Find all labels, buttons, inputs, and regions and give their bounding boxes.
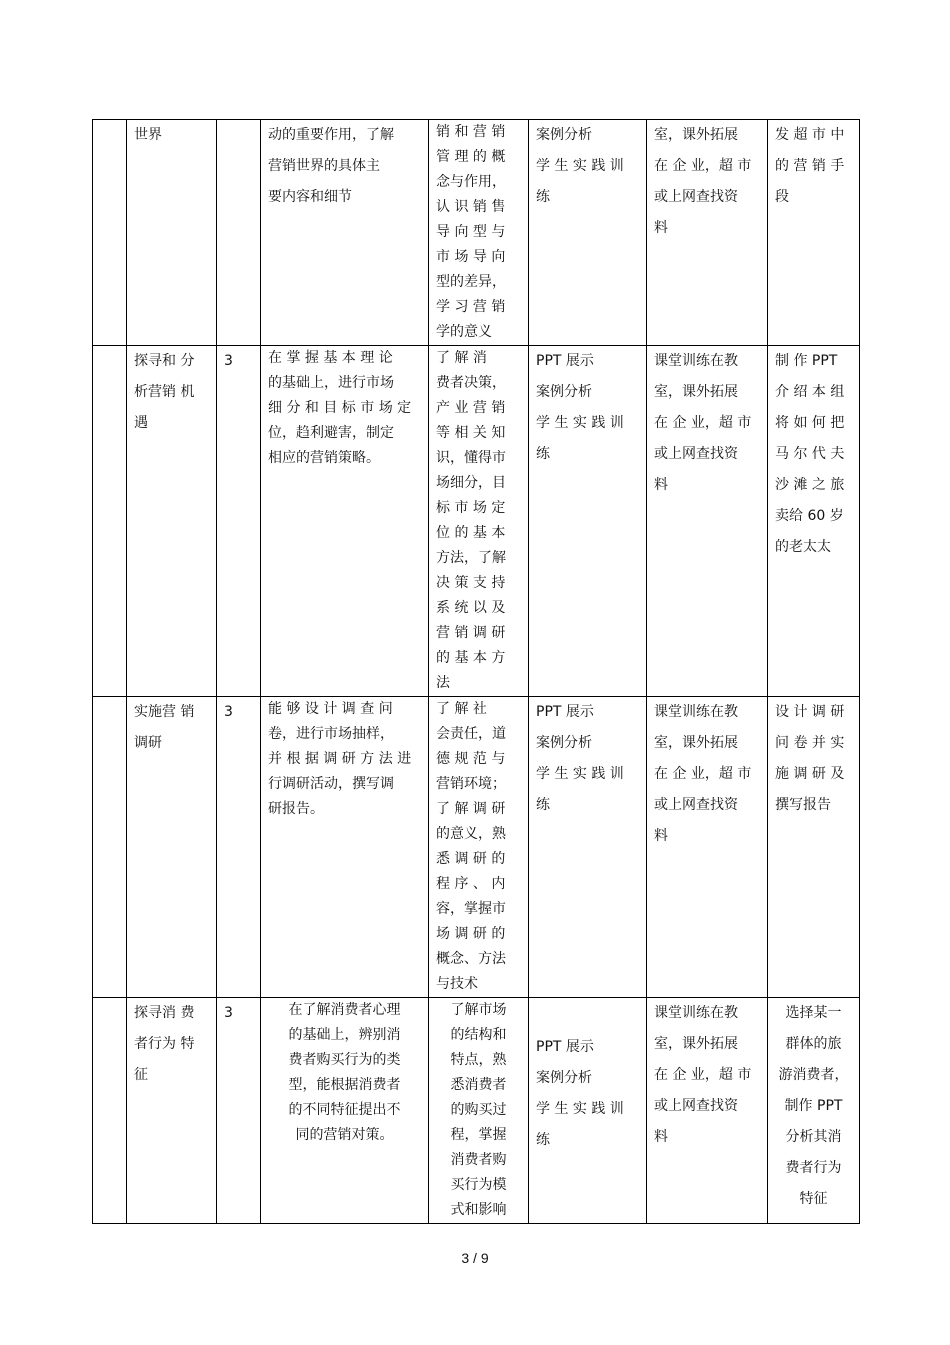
knowledge-line: 程 序 、 内 — [436, 876, 506, 892]
index-cell — [93, 120, 127, 346]
venue-line: 或上网查找资 — [654, 797, 738, 813]
topic-line: 实施营 销 — [134, 704, 195, 720]
topic-line: 析营销 机 — [134, 384, 195, 400]
knowledge-line: 识，懂得市 — [436, 450, 506, 466]
knowledge-line: 管 理 的 概 — [436, 149, 506, 165]
task-line: 设 计 调 研 — [775, 704, 845, 720]
venue-line: 料 — [654, 477, 668, 493]
task-line: 的老太太 — [775, 539, 831, 555]
knowledge-line: 决 策 支 持 — [436, 575, 506, 591]
topic-cell — [127, 998, 217, 1224]
venue-line: 或上网查找资 — [654, 446, 738, 462]
goal-cell — [261, 120, 429, 346]
task-line: 群体的旅 — [785, 1036, 842, 1052]
task-cell — [768, 346, 860, 697]
goal-line: 能 够 设 计 调 查 问 — [268, 701, 393, 717]
venue-line: 在 企 业，超 市 — [654, 1067, 752, 1083]
knowledge-line: 销 和 营 销 — [436, 124, 506, 140]
task-cell — [768, 120, 860, 346]
task-line: 卖给 60 岁 — [775, 508, 844, 524]
venue-line: 课堂训练在教 — [654, 1005, 738, 1021]
knowledge-line: 的购买过 — [450, 1102, 507, 1118]
venue-line: 室，课外拓展 — [654, 1036, 738, 1052]
hours-cell — [217, 697, 261, 998]
task-cell — [768, 697, 860, 998]
goal-line: 的不同特征提出不 — [288, 1102, 401, 1118]
method-line: 案例分析 — [536, 735, 592, 751]
topic-line: 征 — [134, 1067, 148, 1083]
knowledge-line: 费者决策， — [436, 375, 506, 391]
task-line: 问 卷 并 实 — [775, 735, 845, 751]
knowledge-line: 产 业 营 销 — [436, 400, 506, 416]
knowledge-cell — [429, 346, 529, 697]
goal-cell — [261, 998, 429, 1224]
knowledge-line: 买行为模 — [450, 1177, 507, 1193]
venue-cell — [647, 697, 768, 998]
method-line: 练 — [536, 1132, 550, 1148]
index-cell — [93, 697, 127, 998]
syllabus-table — [92, 119, 860, 1224]
goal-line: 的基础上，辨别消 — [288, 1027, 401, 1043]
knowledge-line: 会责任，道 — [436, 726, 506, 742]
goal-line: 在了解消费者心理 — [288, 1002, 401, 1018]
knowledge-line: 导 向 型 与 — [436, 224, 506, 240]
method-line: 学 生 实 践 训 — [536, 766, 624, 782]
hours-value: 3 — [224, 704, 233, 720]
goal-line: 费者购买行为的类 — [288, 1052, 401, 1068]
method-line: 案例分析 — [536, 384, 592, 400]
goal-line: 位，趋利避害，制定 — [268, 425, 394, 441]
topic-line: 遇 — [134, 415, 148, 431]
task-cell — [768, 998, 860, 1224]
task-line: 施 调 研 及 — [775, 766, 845, 782]
task-line: 制 作 PPT — [775, 353, 838, 369]
task-line: 将 如 何 把 — [775, 415, 845, 431]
knowledge-cell — [429, 697, 529, 998]
knowledge-line: 念与作用， — [436, 174, 506, 190]
task-line: 费者行为 — [785, 1160, 842, 1176]
venue-cell — [647, 120, 768, 346]
goal-line: 卷，进行市场抽样， — [268, 726, 394, 742]
knowledge-line: 认 识 销 售 — [436, 199, 506, 215]
knowledge-line: 消费者购 — [450, 1152, 507, 1168]
method-line: 学 生 实 践 训 — [536, 1101, 624, 1117]
knowledge-line: 容，掌握市 — [436, 901, 506, 917]
method-cell — [529, 346, 647, 697]
topic-line: 者行为 特 — [134, 1036, 195, 1052]
knowledge-line: 等 相 关 知 — [436, 425, 506, 441]
method-line: PPT 展示 — [536, 353, 594, 369]
task-line: 特征 — [799, 1191, 828, 1207]
goal-line: 在 掌 握 基 本 理 论 — [268, 350, 393, 366]
knowledge-line: 学的意义 — [436, 324, 492, 340]
table-row — [93, 346, 860, 697]
knowledge-line: 了解市场 — [450, 1002, 507, 1018]
task-line: 游消费者， — [778, 1067, 849, 1083]
goal-line: 研报告。 — [268, 801, 324, 817]
knowledge-line: 法 — [436, 675, 450, 691]
method-line: 学 生 实 践 训 — [536, 415, 624, 431]
index-cell — [93, 346, 127, 697]
knowledge-line: 市 场 导 向 — [436, 249, 506, 265]
method-line: 练 — [536, 446, 550, 462]
knowledge-line: 系 统 以 及 — [436, 600, 506, 616]
venue-line: 室，课外拓展 — [654, 127, 738, 143]
venue-cell — [647, 346, 768, 697]
task-line: 分析其消 — [785, 1129, 842, 1145]
hours-value: 3 — [224, 1005, 233, 1021]
task-line: 马 尔 代 夫 — [775, 446, 845, 462]
venue-line: 或上网查找资 — [654, 189, 738, 205]
knowledge-line: 标 市 场 定 — [436, 500, 506, 516]
topic-line: 调研 — [134, 735, 162, 751]
topic-cell — [127, 346, 217, 697]
method-cell — [529, 120, 647, 346]
topic-line: 探寻消 费 — [134, 1005, 195, 1021]
goal-line: 行调研活动，撰写调 — [268, 776, 394, 792]
table-row — [93, 697, 860, 998]
knowledge-line: 悉消费者 — [450, 1077, 507, 1093]
venue-line: 料 — [654, 220, 668, 236]
task-line: 段 — [775, 189, 789, 205]
knowledge-line: 场 调 研 的 — [436, 926, 506, 942]
goal-line: 细 分 和 目 标 市 场 定 — [268, 400, 412, 416]
venue-line: 室，课外拓展 — [654, 735, 738, 751]
knowledge-line: 学 习 营 销 — [436, 299, 506, 315]
goal-line: 型，能根据消费者 — [288, 1077, 401, 1093]
knowledge-line: 营销环境； — [436, 776, 506, 792]
task-line: 的 营 销 手 — [775, 158, 845, 174]
venue-line: 在 企 业，超 市 — [654, 766, 752, 782]
task-line: 制作 PPT — [784, 1098, 843, 1114]
goal-cell — [261, 697, 429, 998]
knowledge-line: 的 基 本 方 — [436, 650, 506, 666]
goal-line: 要内容和细节 — [268, 189, 352, 205]
knowledge-line: 程，掌握 — [450, 1127, 507, 1143]
task-line: 介 绍 本 组 — [775, 384, 845, 400]
goal-line: 的基础上，进行市场 — [268, 375, 394, 391]
knowledge-line: 场细分，目 — [436, 475, 506, 491]
knowledge-cell — [429, 120, 529, 346]
goal-line: 营销世界的具体主 — [268, 158, 380, 174]
knowledge-line: 的结构和 — [450, 1027, 507, 1043]
venue-line: 或上网查找资 — [654, 1098, 738, 1114]
task-line: 发 超 市 中 — [775, 127, 845, 143]
topic-cell — [127, 697, 217, 998]
method-cell — [529, 998, 647, 1224]
knowledge-line: 了 解 社 — [436, 701, 487, 717]
knowledge-line: 位 的 基 本 — [436, 525, 506, 541]
goal-line: 相应的营销策略。 — [268, 450, 380, 466]
knowledge-line: 方法，了解 — [436, 550, 506, 566]
method-cell — [529, 697, 647, 998]
topic-line: 世界 — [134, 127, 162, 143]
method-line: 学 生 实 践 训 — [536, 158, 624, 174]
hours-cell — [217, 346, 261, 697]
method-line: 练 — [536, 797, 550, 813]
venue-cell — [647, 998, 768, 1224]
knowledge-line: 式和影响 — [450, 1202, 507, 1218]
topic-line: 探寻和 分 — [134, 353, 195, 369]
topic-cell — [127, 120, 217, 346]
venue-line: 料 — [654, 828, 668, 844]
venue-line: 课堂训练在教 — [654, 353, 738, 369]
task-line: 选择某一 — [785, 1005, 842, 1021]
knowledge-line: 德 规 范 与 — [436, 751, 506, 767]
goal-line: 同的营销对策。 — [295, 1127, 394, 1143]
task-line: 撰写报告 — [775, 797, 831, 813]
venue-line: 料 — [654, 1129, 668, 1145]
knowledge-cell — [429, 998, 529, 1224]
goal-cell — [261, 346, 429, 697]
knowledge-line: 了 解 调 研 — [436, 801, 506, 817]
knowledge-line: 型的差异， — [436, 274, 506, 290]
method-line: 案例分析 — [536, 127, 592, 143]
knowledge-line: 与技术 — [436, 976, 478, 992]
method-line: 案例分析 — [536, 1070, 592, 1086]
method-line: 练 — [536, 189, 550, 205]
hours-cell — [217, 998, 261, 1224]
knowledge-line: 悉 调 研 的 — [436, 851, 506, 867]
knowledge-line: 了 解 消 — [436, 350, 487, 366]
table-row — [93, 120, 860, 346]
hours-cell — [217, 120, 261, 346]
venue-line: 课堂训练在教 — [654, 704, 738, 720]
knowledge-line: 的意义，熟 — [436, 826, 506, 842]
method-line: PPT 展示 — [536, 1039, 594, 1055]
page-number: 3 / 9 — [461, 1250, 489, 1266]
knowledge-line: 概念、方法 — [436, 951, 506, 967]
goal-line: 并 根 据 调 研 方 法 进 — [268, 751, 412, 767]
venue-line: 在 企 业，超 市 — [654, 415, 752, 431]
index-cell — [93, 998, 127, 1224]
venue-line: 室，课外拓展 — [654, 384, 738, 400]
venue-line: 在 企 业，超 市 — [654, 158, 752, 174]
task-line: 沙 滩 之 旅 — [775, 477, 845, 493]
knowledge-line: 特点，熟 — [450, 1052, 507, 1068]
method-line: PPT 展示 — [536, 704, 594, 720]
hours-value: 3 — [224, 353, 233, 369]
table-row — [93, 998, 860, 1224]
goal-line: 动的重要作用，了解 — [268, 127, 394, 143]
knowledge-line: 营 销 调 研 — [436, 625, 506, 641]
